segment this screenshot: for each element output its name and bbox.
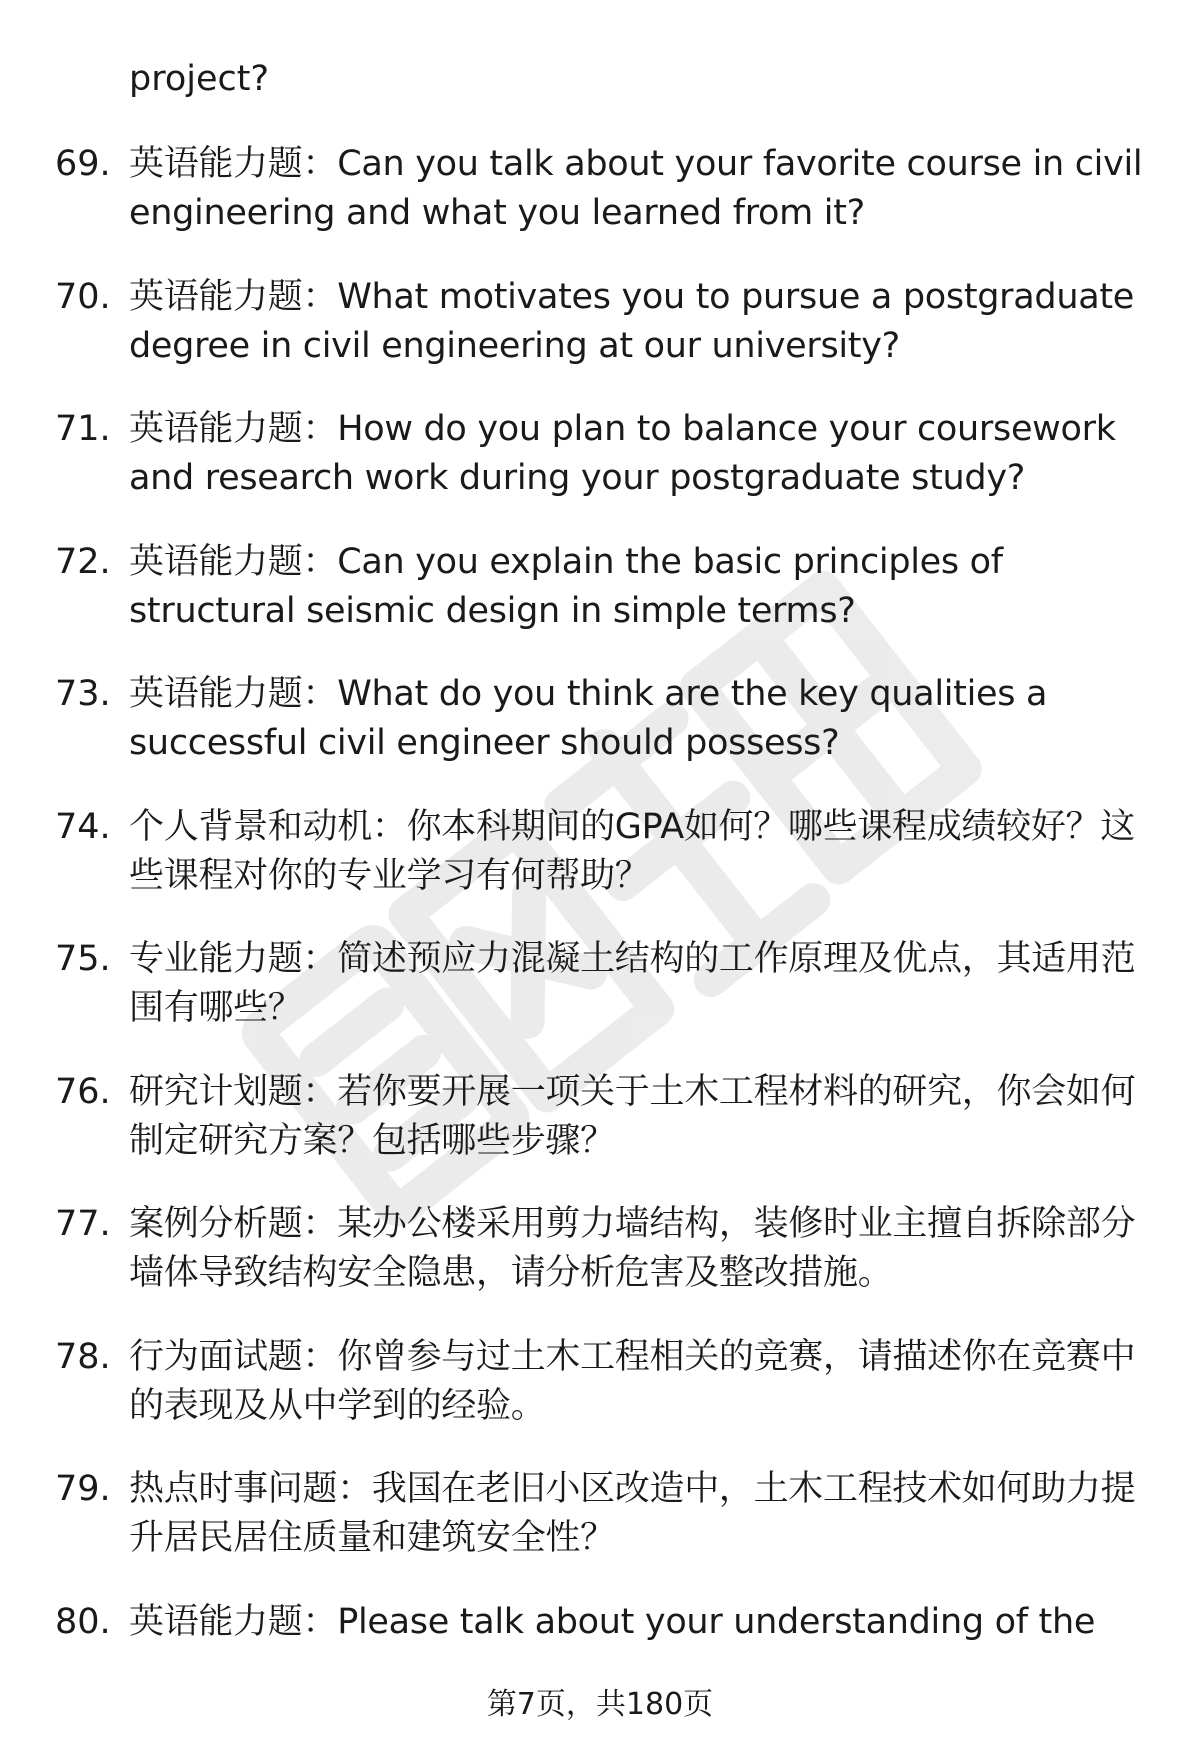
question-item	[0, 935, 1200, 1068]
question-item	[0, 1200, 1200, 1333]
question-item	[0, 273, 1200, 406]
continued-question-text: project?	[129, 59, 270, 99]
question-text: 专业能力题：简述预应力混凝土结构的工作原理及优点，其适用范围有哪些？	[129, 939, 1136, 1028]
question-list	[0, 140, 1200, 1730]
question-text: 个人背景和动机：你本科期间的GPA如何？哪些课程成绩较好？这些课程对你的专业学习有何帮助？	[129, 806, 1135, 896]
question-number: 79.	[55, 1469, 111, 1509]
question-number: 74.	[55, 806, 111, 847]
question-text: 行为面试题：你曾参与过土木工程相关的竞赛，请描述你在竞赛中的表现及从中学到的经验。	[129, 1336, 1136, 1426]
question-item	[0, 1068, 1200, 1201]
question-number: 80.	[55, 1601, 111, 1642]
question-item	[0, 803, 1200, 936]
question-number: 69.	[55, 144, 111, 184]
question-text: 英语能力题：What do you think are the key qualities a successful civil engineer should possess?	[129, 674, 1048, 763]
question-text: 研究计划题：若你要开展一项关于土木工程材料的研究，你会如何制定研究方案？包括哪些步骤？	[129, 1071, 1136, 1161]
question-number: 75.	[55, 939, 111, 979]
question-text: 英语能力题：Can you talk about your favorite course in civil engineering and what you learned from it?	[129, 144, 1143, 233]
question-item	[0, 140, 1200, 273]
question-number: 76.	[55, 1071, 111, 1112]
question-number: 78.	[55, 1336, 111, 1377]
question-text: 英语能力题：Can you explain the basic principles of structural seismic design in simple terms?	[129, 541, 1003, 631]
question-number: 77.	[55, 1204, 111, 1244]
page-footer: 第7页，共180页	[486, 1687, 714, 1722]
question-number: 71.	[55, 409, 111, 449]
question-number: 72.	[55, 541, 111, 582]
question-text: 英语能力题：Please talk about your understanding of the	[129, 1601, 1096, 1642]
question-text: 案例分析题：某办公楼采用剪力墙结构，装修时业主擅自拆除部分墙体导致结构安全隐患，请分析危害及整改措施。	[129, 1204, 1136, 1293]
question-item	[0, 1465, 1200, 1598]
question-item	[0, 405, 1200, 538]
question-number: 73.	[55, 674, 111, 714]
question-item	[0, 1333, 1200, 1466]
question-number: 70.	[55, 276, 111, 317]
question-text: 热点时事问题：我国在老旧小区改造中，土木工程技术如何助力提升居民居住质量和建筑安全性？	[129, 1469, 1136, 1558]
question-item	[0, 538, 1200, 671]
question-text: 英语能力题：How do you plan to balance your coursework and research work during your postgraduate study?	[129, 409, 1116, 498]
question-text: 英语能力题：What motivates you to pursue a postgraduate degree in civil engineering at our university?	[129, 276, 1135, 366]
question-item	[0, 670, 1200, 803]
